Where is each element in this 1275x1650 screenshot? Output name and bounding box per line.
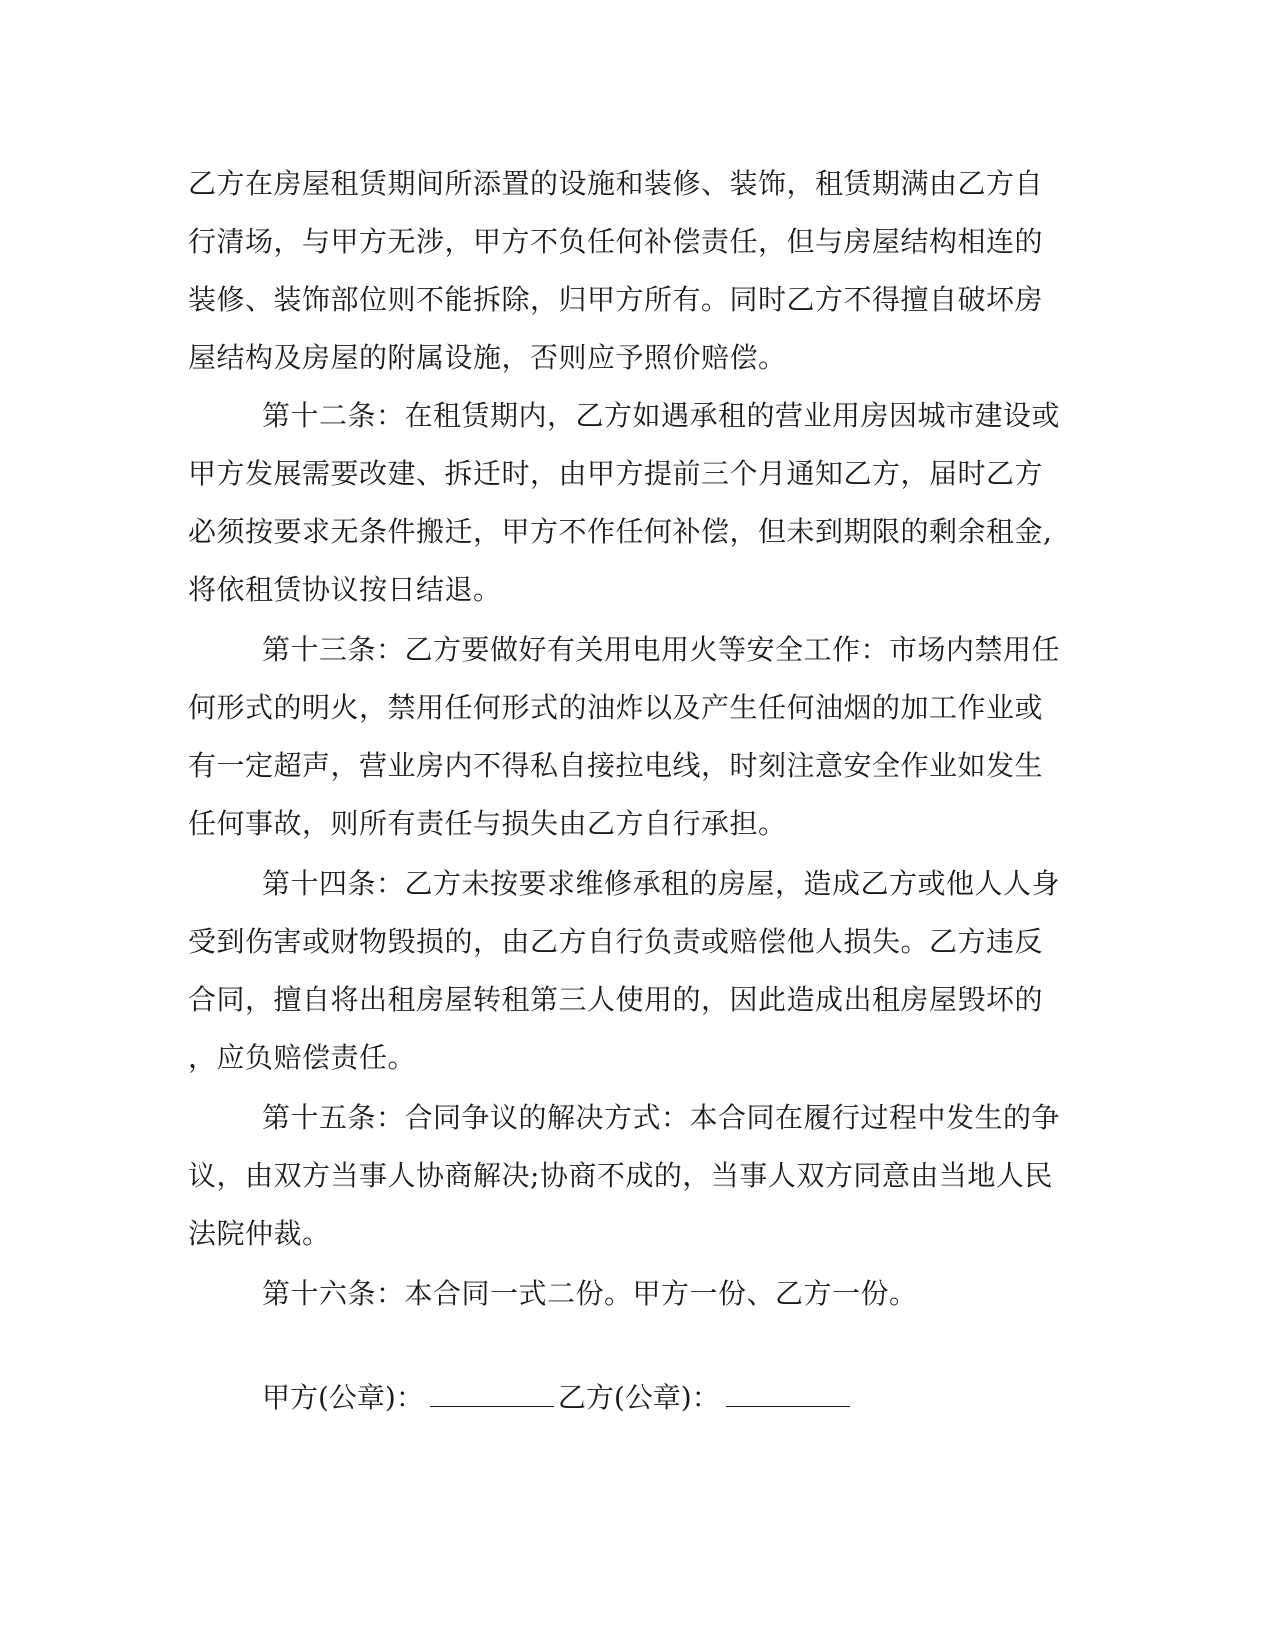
paragraph-line: 合同，擅自将出租房屋转租第三人使用的，因此造成出租房屋毁坏的 (188, 983, 1044, 1016)
signature-row (262, 1376, 854, 1416)
clause-15-heading-line: 第十五条：合同争议的解决方式：本合同在履行过程中发生的争 (262, 1101, 1061, 1134)
paragraph-line: 受到伤害或财物毁损的，由乙方自行负责或赔偿他人损失。乙方违反 (188, 925, 1044, 958)
clause-14-heading-line: 第十四条：乙方未按要求维修承租的房屋，造成乙方或他人人身 (262, 867, 1061, 900)
party-a-seal-blank (430, 1376, 554, 1407)
paragraph-line: ，应负赔偿责任。 (188, 1041, 417, 1074)
paragraph-line: 屋结构及房屋的附属设施，否则应予照价赔偿。 (188, 341, 787, 374)
paragraph-line: 甲方发展需要改建、拆迁时，由甲方提前三个月通知乙方，届时乙方 (188, 457, 1044, 490)
paragraph-line: 装修、装饰部位则不能拆除，归甲方所有。同时乙方不得擅自破坏房 (188, 283, 1044, 316)
paragraph-line: 法院仲裁。 (188, 1217, 331, 1250)
clause-13-heading-line: 第十三条：乙方要做好有关用电用火等安全工作：市场内禁用任 (262, 633, 1061, 666)
clause-12-heading-line: 第十二条：在租赁期内，乙方如遇承租的营业用房因城市建设或 (262, 399, 1061, 432)
paragraph-line: 任何事故，则所有责任与损失由乙方自行承担。 (188, 807, 787, 840)
paragraph-line: 行清场，与甲方无涉，甲方不负任何补偿责任，但与房屋结构相连的 (188, 225, 1044, 258)
paragraph-line: 将依租赁协议按日结退。 (188, 573, 502, 606)
paragraph-line: 议，由双方当事人协商解决;协商不成的，当事人双方同意由当地人民 (188, 1159, 1053, 1192)
party-b-seal-blank (726, 1376, 850, 1407)
paragraph-line: 必须按要求无条件搬迁，甲方不作任何补偿，但未到期限的剩余租金, (188, 515, 1053, 548)
party-b-seal-label: 乙方(公章)： (557, 1381, 720, 1414)
party-a-seal-label: 甲方(公章)： (262, 1381, 424, 1414)
paragraph-line: 何形式的明火，禁用任何形式的油炸以及产生任何油烟的加工作业或 (188, 691, 1044, 724)
paragraph-line: 乙方在房屋租赁期间所添置的设施和装修、装饰，租赁期满由乙方自 (188, 167, 1044, 200)
clause-16-line: 第十六条：本合同一式二份。甲方一份、乙方一份。 (262, 1277, 918, 1310)
paragraph-line: 有一定超声，营业房内不得私自接拉电线，时刻注意安全作业如发生 (188, 749, 1044, 782)
